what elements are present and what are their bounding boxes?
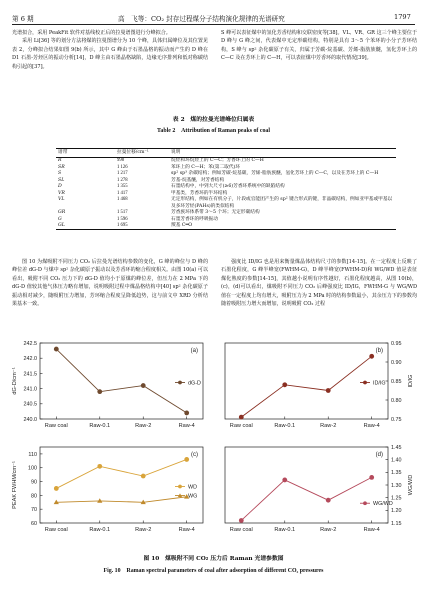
plot-frame: [225, 343, 388, 419]
table-caption-cn: 表 2 煤的拉曼光谱峰位归属表: [172, 117, 255, 123]
raman-shift-cell: 998: [117, 158, 125, 164]
figure-10-panels: [0, 335, 427, 550]
attribution-cell: 石墨结构中，中到大尺寸(≥6)芳香环系统中的缺陷结构: [171, 184, 285, 190]
table-row: [56, 158, 396, 165]
data-point: [97, 498, 102, 503]
chart-panel-b: [225, 341, 414, 429]
y-tick-label: 1.45: [391, 444, 402, 451]
legend-label: WG/WD: [373, 501, 393, 508]
panel-label: (b): [375, 348, 383, 354]
peak-band-cell: SR: [58, 164, 65, 170]
series-line: [241, 477, 371, 520]
y-axis-label: ID/IG: [408, 374, 414, 388]
paragraph: 图 10 为煤吸附不同压力 CO₂ 后拉曼光谱结构参数的变化，G 峰的峰位与 D 峰的峰位差 dG-D 与煤中 sp² 杂化碳原子振动以及芳香环的缩合程度相关。由图 10(a) 可以看出，吸附不同 CO₂ 压力下的 dG-D 值均小于原煤的峰位差，但压力在 2 MPa 下的 dG-D 值较其他气体压力略有增加，说明吸附过程中煤晶格结构中[40] sp² 杂化碳原子振动相对减少，随吸附压力增加，芳环缩合程度呈降低趋势，这与前文中 XRD 分析结果基本一致。: [12, 259, 208, 308]
y-tick-label: 1.15: [391, 520, 402, 527]
data-point: [54, 347, 59, 352]
header-issue: 第 6 期: [12, 15, 34, 23]
y-tick-label: 242.0: [23, 356, 37, 363]
right-column-top: [221, 29, 417, 104]
peak-band-cell: SL: [58, 177, 65, 183]
peak-band-cell: GR: [58, 210, 66, 216]
series-line: [56, 459, 186, 488]
legend-label: dG-D: [188, 380, 201, 387]
x-tick-label: Raw-0.1: [274, 527, 296, 533]
y-tick-label: 0.95: [391, 340, 402, 347]
paragraph: 采用 Li[36] 等的划分方法将煤的拉曼图谱分为 10 个峰，具体归属峰位及其位置见表 2，分峰拟合结果如图 9(b) 所示，其中 G 峰由于石墨晶格的振动而产生的 D 峰在 D1 石墨-芳烃区的振动分析[14]，D 峰主由石墨晶格缺陷，边缘无序排列和低对称碳结构引起的[37]。: [12, 38, 208, 70]
attribution-cell: 烷烃和环烷烃上的 C—C；芳香环上的 C—H: [171, 158, 264, 164]
x-tick-label: Raw coal: [44, 423, 68, 429]
peak-band-cell: GL: [56, 223, 115, 230]
table-header-cell: 拉曼位移/cm⁻¹: [115, 149, 169, 158]
peak-band-cell: D: [58, 184, 62, 190]
attribution-cell: 甲基类，芳香环的半环结构: [171, 190, 228, 196]
figure-caption-cn: 图 10 煤吸附不同 CO₂ 压力后 Raman 光谱参数图: [143, 556, 284, 562]
x-tick-label: Raw-0.1: [274, 423, 296, 429]
header-running-title: 高 飞等：CO₂ 封存过程煤分子结构演化规律的光谱研究: [118, 15, 285, 23]
y-tick-label: 241.5: [23, 371, 37, 378]
data-point: [326, 498, 331, 503]
peak-band-cell: G: [58, 216, 62, 222]
panel-label: (c): [191, 452, 198, 458]
data-point: [97, 389, 102, 394]
data-point: [239, 415, 244, 420]
attribution-cell: 羰基 C═O: [169, 223, 396, 230]
y-tick-label: 240.5: [23, 401, 37, 408]
y-tick-label: 1.20: [391, 508, 402, 515]
y-tick-label: 0.75: [391, 416, 402, 423]
x-tick-label: Raw-4: [363, 527, 380, 533]
legend-label: WG: [188, 493, 198, 500]
raman-shift-cell: 1 695: [115, 223, 169, 230]
legend-marker: [178, 381, 182, 385]
header-rule: [12, 24, 415, 25]
y-axis-label: WG/WD: [408, 474, 414, 496]
raman-shift-cell: 1 126: [117, 164, 128, 170]
y-tick-label: 0.85: [391, 378, 402, 385]
table-row: [56, 197, 396, 210]
series-line: [241, 356, 371, 417]
header-page-number: 1797: [394, 13, 411, 21]
x-tick-label: Raw-2: [320, 527, 337, 533]
left-column-mid: [12, 258, 208, 322]
legend-label: WD: [188, 484, 197, 491]
y-tick-label: 60: [31, 520, 37, 527]
data-point: [369, 475, 374, 480]
paragraph: S 峰可以表征煤中的氢化芳香结构和交联密度等[38]。VL、VR、GR 这三个峰主要位于 D 峰与 G 峰之间，代表煤中无定形碳结构，特别是具有 3～5 个苯环的小分子芳环结构，S 峰与 sp² 杂化碳原子有关，归属于芳碳-烷基碳、芳烯-脂肪族醚，氢化芳环上的 C—C 及在芳环上的 C—H，可以表征煤中芳香环的取代情况[39]。: [221, 30, 417, 62]
y-tick-label: 240.0: [23, 416, 37, 423]
y-tick-label: 1.35: [391, 470, 402, 477]
data-point: [326, 388, 331, 393]
raman-shift-cell: 1 517: [117, 210, 128, 216]
left-column-top: [12, 29, 208, 104]
panel-label: (d): [375, 452, 383, 458]
x-tick-label: Raw coal: [44, 527, 68, 533]
y-tick-label: 80: [31, 493, 37, 500]
x-tick-label: Raw-0.1: [89, 423, 111, 429]
x-tick-label: Raw-4: [178, 527, 195, 533]
data-point: [184, 411, 189, 416]
raman-shift-cell: 1 417: [117, 190, 128, 196]
raman-shift-cell: 1 278: [117, 177, 128, 183]
attribution-cell: sp² sp³ 杂碳结构；例如芳碳-烷基碳，芳烯-脂肪族醚，氢化芳环上的 C—C，以及在芳环上的 C—H: [171, 171, 379, 177]
panel-label: (a): [190, 348, 198, 354]
y-axis-label: dG-D/cm⁻¹: [12, 367, 18, 395]
data-point: [369, 354, 374, 359]
series-line: [56, 497, 186, 503]
attribution-cell: 苯环上的 C—H；苯(第二取代)环: [171, 164, 241, 170]
paragraph: 强度比 ID/IG 也是用来衡量煤晶体结构尺寸的参数[14-15]。在一定程度上反映了石墨化程度，G 峰半峰宽(FWHM-G)，D 峰半峰宽(FWHM-D)和 WG/WD 值是表征煤化熟度的参数[14-15]，其值越小说明有序性越好，石墨化程度越高，从图 10(b)，(c)，(d)可以看出，煤吸附不同压力 CO₂ 后峰强度比 ID/IG，FWHM-G 与 WG/WD 值在一定程度上均有增大，吸附压力为 2 MPa 时的结构参数最小，其余压力下的参数均随着吸附压力增大而增加，说明吸附 CO₂ 过程: [221, 259, 417, 308]
raman-shift-cell: 1 468: [117, 197, 128, 203]
right-column-mid: [221, 258, 417, 322]
y-tick-label: 70: [31, 507, 37, 514]
paragraph: 光谱拟合，采用 PeakFit 软件对基线校正后的拉曼谱图进行分峰拟合。: [12, 30, 171, 36]
table-header-cell: 说明: [169, 149, 396, 158]
peak-band-cell: VL: [58, 197, 65, 203]
data-point: [97, 464, 102, 469]
attribution-cell: 无定形结构，例如在有机分子，片段或官能团产生的 sp² 键合形式的键，非晶碳结构，例如亚甲基或甲基以及多环芳烃(PAHs)的类似结构: [171, 197, 393, 209]
y-axis-label: PEAK FWHM/cm⁻¹: [12, 461, 18, 509]
data-point: [184, 457, 189, 462]
table-header-cell: 谱带: [56, 149, 115, 158]
x-tick-label: Raw coal: [229, 423, 253, 429]
x-tick-label: Raw-0.1: [89, 527, 111, 533]
raman-shift-cell: 1 355: [117, 184, 128, 190]
raman-peak-table: [56, 148, 396, 230]
y-tick-label: 241.0: [23, 386, 37, 393]
y-tick-label: 90: [31, 479, 37, 486]
peak-band-cell: S: [58, 171, 62, 177]
data-point: [239, 518, 244, 523]
y-tick-label: 0.90: [391, 359, 402, 366]
y-tick-label: 1.25: [391, 495, 402, 502]
x-tick-label: Raw-2: [135, 527, 152, 533]
attribution-cell: 芳香族环体系带 3～5 个环；无定形碳结构: [171, 210, 260, 216]
x-tick-label: Raw-4: [178, 423, 195, 429]
plot-frame: [40, 447, 203, 523]
y-tick-label: 100: [28, 465, 37, 472]
peak-band-cell: R: [58, 158, 62, 164]
y-tick-label: 0.80: [391, 397, 402, 404]
legend-marker: [178, 485, 182, 489]
y-tick-label: 242.5: [23, 340, 37, 347]
x-tick-label: Raw-2: [135, 423, 152, 429]
chart-panel-c: [12, 447, 203, 533]
plot-frame: [225, 447, 388, 523]
table-caption-en: Table 2 Attribution of Raman peaks of coal: [156, 128, 271, 134]
data-point: [54, 486, 59, 491]
attribution-cell: 石墨芳香环的呼吸振动: [171, 216, 218, 222]
chart-panel-a: [12, 341, 203, 429]
legend-marker: [363, 501, 367, 505]
raman-shift-cell: 1 596: [117, 216, 128, 222]
legend-marker: [363, 381, 367, 385]
figure-caption-en: Fig. 10 Raman spectral parameters of coal after adsorption of different CO₂ pressures: [103, 568, 324, 574]
attribution-cell: 芳基-烷基醚，对芳香结构: [171, 177, 225, 183]
data-point: [282, 382, 287, 387]
x-tick-label: Raw-2: [320, 423, 337, 429]
data-point: [141, 383, 146, 388]
table-header-row: [56, 149, 396, 158]
x-tick-label: Raw coal: [229, 527, 253, 533]
data-point: [282, 478, 287, 483]
table-row: [56, 223, 396, 230]
peak-band-cell: VR: [58, 190, 65, 196]
legend-label: ID/IG: [373, 380, 386, 387]
y-tick-label: 1.40: [391, 457, 402, 464]
x-tick-label: Raw-4: [363, 423, 380, 429]
data-point: [141, 474, 146, 479]
y-tick-label: 1.30: [391, 482, 402, 489]
y-tick-label: 110: [28, 451, 37, 458]
series-line: [56, 349, 186, 413]
chart-panel-d: [225, 445, 414, 533]
raman-shift-cell: 1 217: [117, 171, 128, 177]
